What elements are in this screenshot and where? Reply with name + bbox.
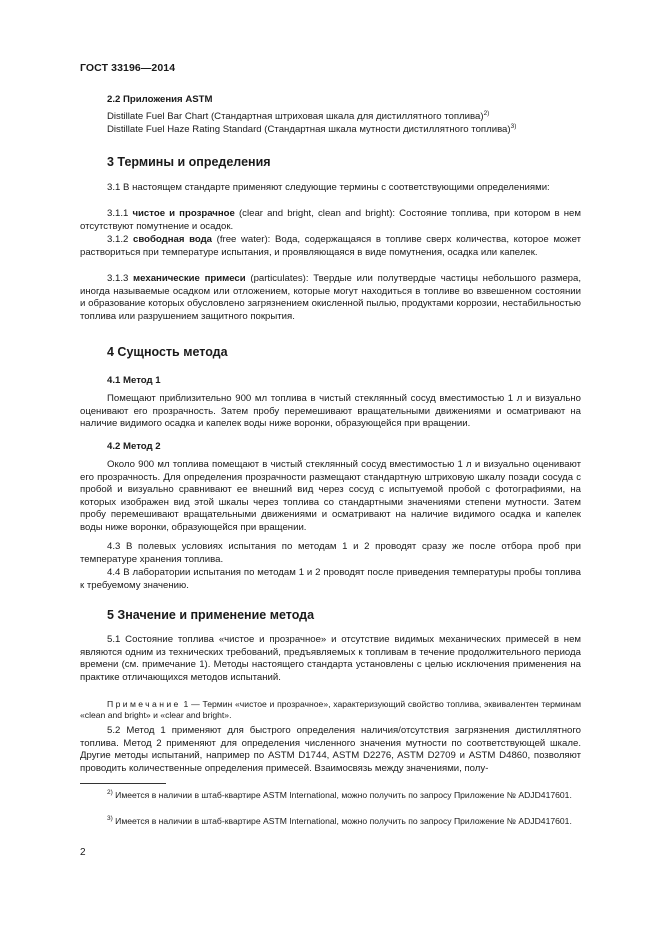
definition-text: (free water): Вода, содержащаяся в топливе сверх количества, которое может раствориться при температуре испытания, и проявляющаяся в виде помутнения, осадка или капелек. — [80, 234, 581, 258]
paragraph-3-1-2 — [80, 234, 581, 259]
term-particulates: механические примеси — [133, 273, 246, 284]
paragraph-4-3: 4.3 В полевых условиях испытания по методам 1 и 2 проводят сразу же после отбора проб при температуре хранения топлива. — [80, 541, 581, 565]
paragraph-4-4: 4.4 В лаборатории испытания по методам 1 и 2 проводят после приведения температуры пробы топлива к требуемому значению. — [80, 567, 581, 591]
note-label: Примечание — [107, 698, 181, 709]
note-text: 1 — Термин «чистое и прозрачное», характеризующий свойство топлива, эквивалентен терминам «clean and bright» и «clear and bright». — [80, 698, 581, 720]
clause-number: 3.1.3 — [107, 273, 134, 284]
footnote-ref-2: 2) — [483, 109, 490, 117]
footnote-ref-3: 3) — [510, 122, 517, 130]
definition-text: (clear and bright, clean and bright): Состояние топлива, при котором в нем отсутствуют помутнение и осадок. — [80, 208, 581, 232]
clause-number: 3.1.2 — [107, 234, 133, 245]
page-number: 2 — [80, 847, 86, 858]
astm-appendix-item-2-text: Distillate Fuel Haze Rating Standard (Стандартная шкала мутности дистиллятного топлива) — [107, 124, 511, 135]
astm-appendix-item-1 — [107, 111, 489, 124]
method-2-text: Около 900 мл топлива помещают в чистый стеклянный сосуд вместимостью 1 л и визуально оценивают его прозрачность. Для определения прозрачности размещают стандартную штриховую шкалу позади сосуда с пробой и визуально сравнивают ее внешний вид через сосуд с испытуемой пробой с фотографиями, на которых изображен вид этой шкалы через топлива со стандартными значениями степени мутности. Затем пробу перемешивают вращательными движениями и осматривают на наличие видимого осадка и капелек воды ниже воронки, образующейся при вращении. — [80, 459, 581, 533]
paragraph-3-1-3 — [80, 273, 581, 323]
paragraph-5-2: 5.2 Метод 1 применяют для быстрого определения наличия/отсутствия загрязнения дистиллятного топлива. Метод 2 применяют для определения численного значения мутности по соответствующей шкале. Другие методы испытаний, например по ASTM D1744, ASTM D2276, ASTM D2709 и ASTM D4860, позволяют проводить количественные определения примесей. Взаимосвязь между значениями, полу- — [80, 725, 581, 774]
clause-number: 3.1.1 — [107, 208, 133, 219]
paragraph-5-1: 5.1 Состояние топлива «чистое и прозрачное» и отсутствие видимых механических примесей в нем являются одним из технических требований, предъявляемых к топливам в течение продолжительного периода времени (см. примечание 1). Методы настоящего стандарта установлены с целью исключения применения на практике отличающихся методов испытаний. — [80, 634, 581, 683]
astm-appendix-item-2 — [107, 124, 516, 137]
footnote-2-mark: 2) — [107, 789, 113, 797]
astm-appendix-item-1-text: Distillate Fuel Bar Chart (Стандартная штриховая шкала для дистиллятного топлива) — [107, 111, 484, 122]
section-3-title: 3 Термины и определения — [107, 155, 271, 169]
footnote-2 — [80, 790, 581, 801]
paragraph-3-1-1 — [80, 208, 581, 233]
definition-text: (particulates): Твердые или полутвердые частицы небольшого размера, иногда называемые осадком или отложением, которые могут находиться в топливе во взвешенном состоянии и образование которых обусловлено загрязнением окисленной пылью, продуктами коррозии, нестабильностью топлива или разрушением защитного покрытия. — [80, 273, 582, 322]
method-2-title: 4.2 Метод 2 — [107, 441, 161, 452]
paragraph-3-1: 3.1 В настоящем стандарте применяют следующие термины с соответствующими определениями: — [107, 182, 550, 193]
method-1-title: 4.1 Метод 1 — [107, 375, 161, 386]
method-1-text: Помещают приблизительно 900 мл топлива в чистый стеклянный сосуд вместимостью 1 л и визуально оценивают его прозрачность. Затем пробу перемешивают вращательными движениями и осматривают на наличие видимого осадка и капелек воды ниже воронки, образующейся при вращении. — [80, 393, 581, 430]
standard-header: ГОСТ 33196—2014 — [80, 62, 176, 74]
footnote-2-text: Имеется в наличии в штаб-квартире ASTM International, можно получить по запросу Приложение № ADJD417601. — [112, 790, 572, 800]
footnote-3-text: Имеется в наличии в штаб-квартире ASTM International, можно получить по запросу Приложение № ADJD417601. — [112, 816, 572, 826]
section-2-2-title: 2.2 Приложения ASTM — [107, 94, 213, 105]
note-1 — [80, 699, 581, 722]
section-5-title: 5 Значение и применение метода — [107, 608, 315, 622]
section-4-title: 4 Сущность метода — [107, 345, 228, 359]
term-free-water: свободная вода — [132, 234, 212, 245]
footnote-3-mark: 3) — [107, 815, 113, 823]
term-clear-and-bright: чистое и прозрачное — [132, 208, 235, 219]
footnote-3 — [80, 816, 581, 827]
footnote-divider — [80, 783, 166, 784]
